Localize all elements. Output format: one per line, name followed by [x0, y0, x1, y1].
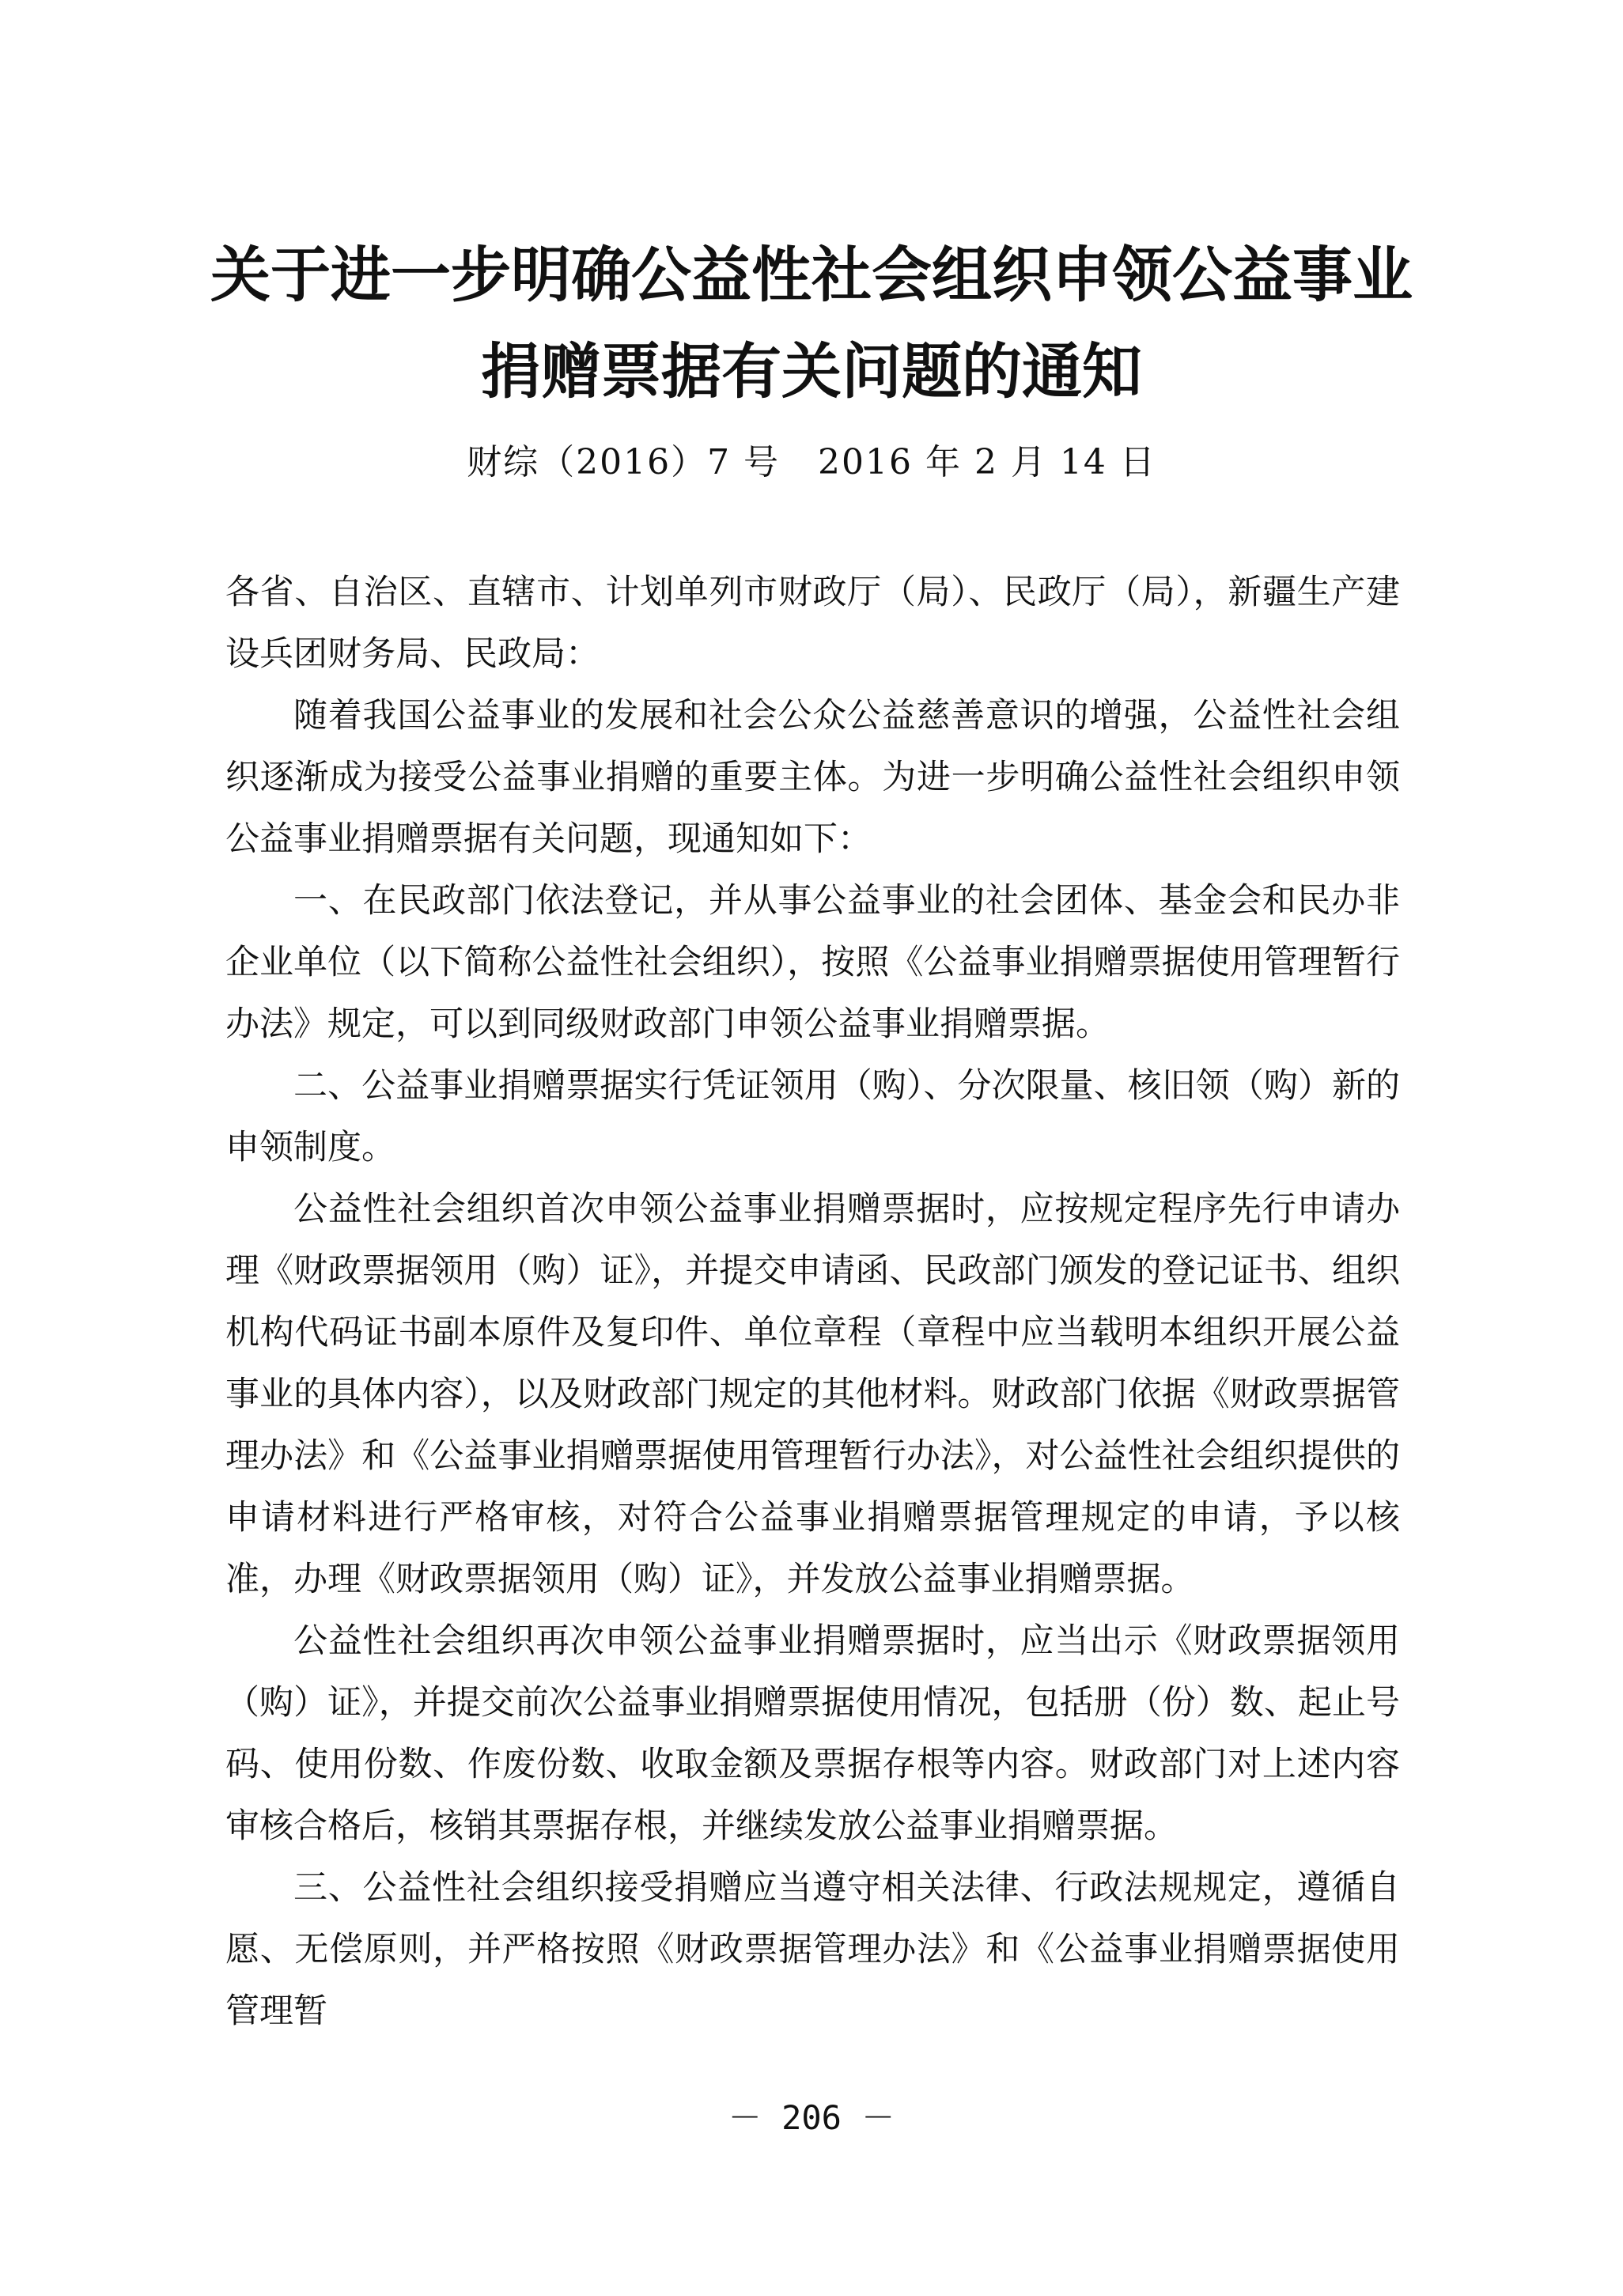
- document-title-line-1: 关于进一步明确公益性社会组织申领公益事业: [210, 240, 1413, 310]
- addressee-paragraph: 各省、自治区、直辖市、计划单列市财政厅（局）、民政厅（局），新疆生产建设兵团财务局、民政局：: [225, 573, 1400, 674]
- body-paragraph: 随着我国公益事业的发展和社会公众公益慈善意识的增强，公益性社会组织逐渐成为接受公益事业捐赠的重要主体。为进一步明确公益性社会组织申领公益事业捐赠票据有关问题，现通知如下：: [225, 696, 1400, 859]
- document-number-and-date: 财综（2016）7 号 2016 年 2 月 14 日: [467, 442, 1156, 482]
- body-paragraph: 公益性社会组织再次申领公益事业捐赠票据时，应当出示《财政票据领用（购）证》，并提交前次公益事业捐赠票据使用情况，包括册（份）数、起止号码、使用份数、作废份数、收取金额及票据存根等内容。财政部门对上述内容审核合格后，核销其票据存根，并继续发放公益事业捐赠票据。: [225, 1621, 1400, 1846]
- document-body: [225, 562, 1400, 2042]
- document-title-line-2: 捐赠票据有关问题的通知: [481, 336, 1142, 407]
- page-number: － 206 －: [728, 2098, 895, 2137]
- body-paragraph: 三、公益性社会组织接受捐赠应当遵守相关法律、行政法规规定，遵循自愿、无偿原则，并严格按照《财政票据管理办法》和《公益事业捐赠票据使用管理暂: [225, 1868, 1400, 2031]
- body-paragraph: 公益性社会组织首次申领公益事业捐赠票据时，应按规定程序先行申请办理《财政票据领用（购）证》，并提交申请函、民政部门颁发的登记证书、组织机构代码证书副本原件及复印件、单位章程（章程中应当载明本组织开展公益事业的具体内容），以及财政部门规定的其他材料。财政部门依据《财政票据管理办法》和《公益事业捐赠票据使用管理暂行办法》，对公益性社会组织提供的申请材料进行严格审核，对符合公益事业捐赠票据管理规定的申请，予以核准，办理《财政票据领用（购）证》，并发放公益事业捐赠票据。: [225, 1190, 1400, 1599]
- body-paragraph: 二、公益事业捐赠票据实行凭证领用（购）、分次限量、核旧领（购）新的申领制度。: [225, 1066, 1400, 1167]
- body-paragraph: 一、在民政部门依法登记，并从事公益事业的社会团体、基金会和民办非企业单位（以下简称公益性社会组织），按照《公益事业捐赠票据使用管理暂行办法》规定，可以到同级财政部门申领公益事业捐赠票据。: [225, 881, 1400, 1044]
